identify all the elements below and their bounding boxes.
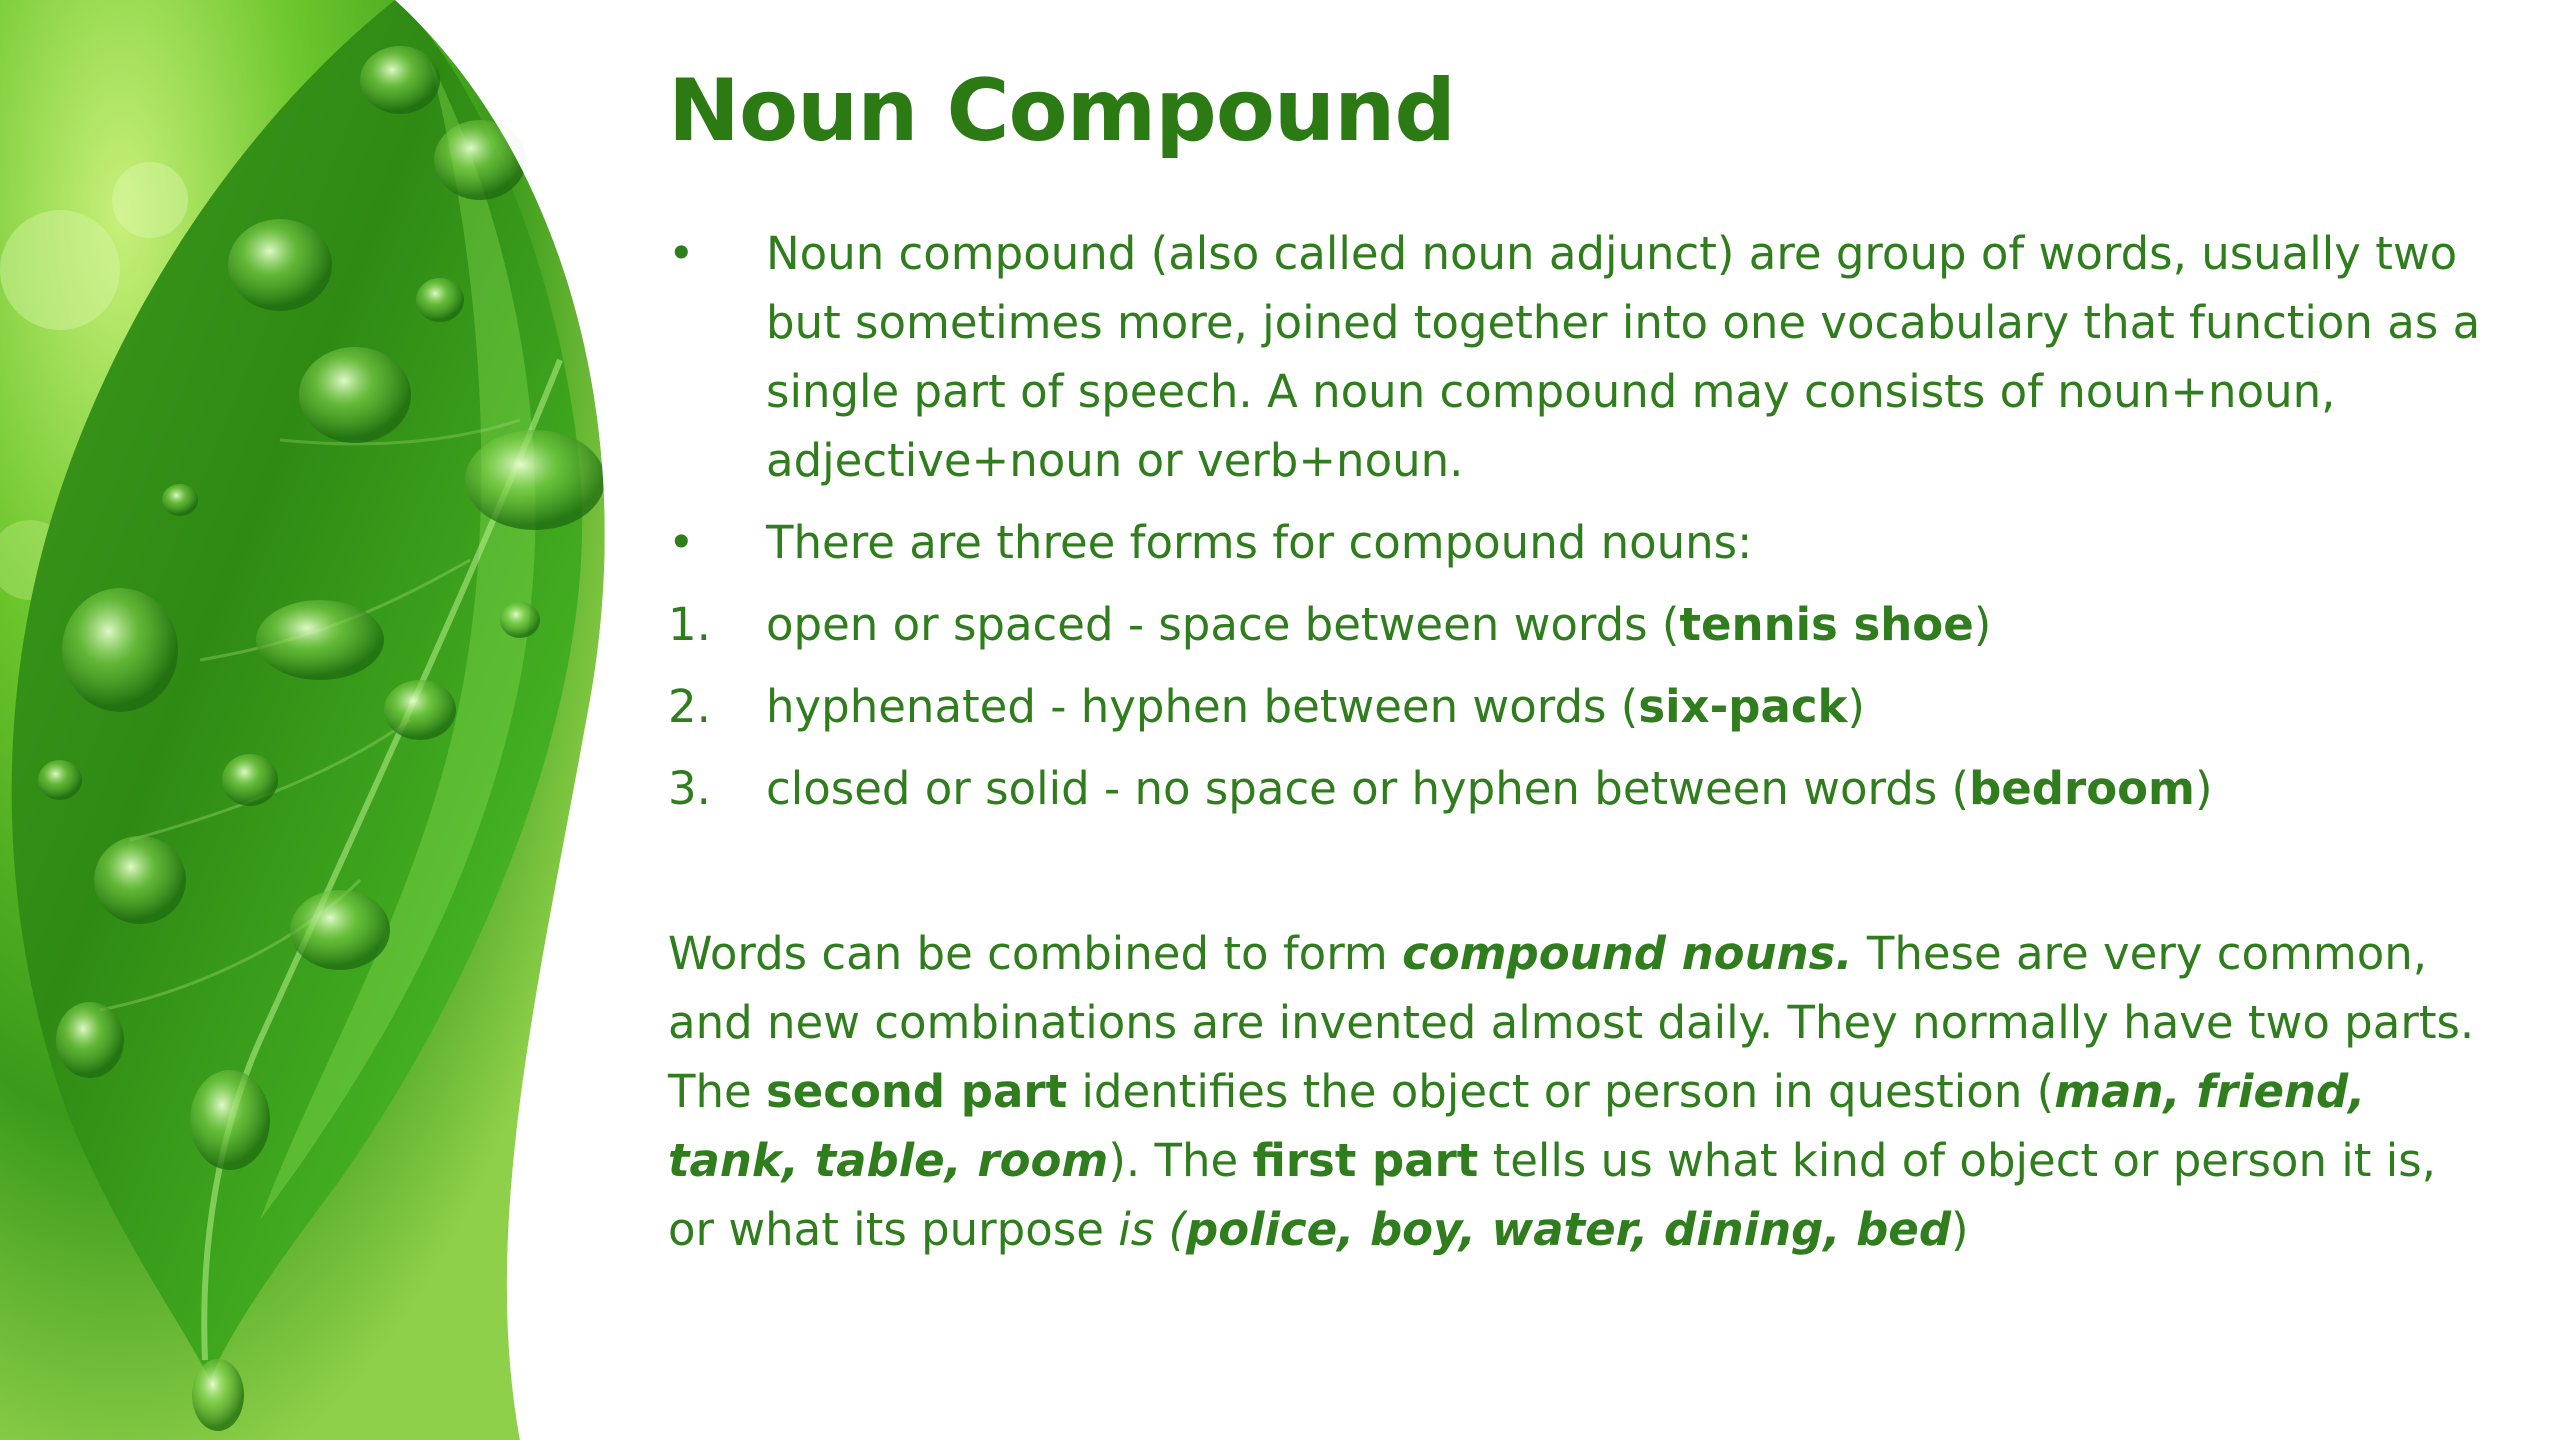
para-text: Words can be combined to form (668, 926, 1403, 980)
para-text: identifies the object or person in question ( (1067, 1064, 2055, 1118)
form-close-paren: ) (1847, 679, 1865, 733)
slide-title: Noun Compound (668, 61, 1455, 161)
form-description: hyphenated - hyphen between words ( (766, 679, 1639, 733)
leaf-background-image (0, 0, 640, 1440)
form-item-open (668, 590, 2488, 659)
para-emphasis-first-part: first part (1252, 1133, 1479, 1187)
form-text (766, 754, 2488, 823)
para-text: tells us what kind of object or person it is, or what its purpose (668, 1133, 2436, 1256)
form-item-hyphenated (668, 672, 2488, 741)
bullet-list (668, 219, 2488, 823)
form-item-closed (668, 754, 2488, 823)
form-text (766, 590, 2488, 659)
form-close-paren: ) (1973, 597, 1992, 651)
form-close-paren: ) (2194, 761, 2213, 815)
para-emphasis-compound-nouns: compound nouns. (1402, 926, 1853, 980)
para-emphasis-second-part: second part (766, 1064, 1068, 1118)
para-examples-second-part: man, friend, tank, table, room (668, 1064, 2366, 1187)
bullet-item (668, 219, 2488, 495)
list-number: 1. (668, 597, 711, 651)
para-examples-first-part: police, boy, water, dining, bed (1186, 1202, 1952, 1256)
form-example: bedroom (1969, 761, 2195, 815)
para-text: These are very common, and new combinations are invented almost daily. They normally have two parts. The (668, 926, 2475, 1118)
bullet-item (668, 508, 2488, 577)
bullet-marker: • (668, 515, 695, 569)
list-number: 2. (668, 679, 711, 733)
list-number: 3. (668, 761, 711, 815)
para-italic-is: is ( (1118, 1202, 1187, 1256)
bullet-text: Noun compound (also called noun adjunct) are group of words, usually two but sometimes more, joined together into one vocabulary that function as a single part of speech. A noun compound may consists of noun+noun, adjective+noun or verb+noun. (766, 226, 2481, 487)
form-text (766, 672, 2488, 741)
para-text: ) (1951, 1202, 1969, 1256)
para-text: ). The (1108, 1133, 1253, 1187)
bullet-marker: • (668, 226, 695, 280)
bullet-text: There are three forms for compound nouns: (766, 515, 1753, 569)
form-description: closed or solid - no space or hyphen between words ( (766, 761, 1970, 815)
form-description: open or spaced - space between words ( (766, 597, 1680, 651)
explanation-paragraph (668, 919, 2488, 1264)
form-example: tennis shoe (1679, 597, 1974, 651)
slide-content (668, 62, 2488, 1309)
form-example: six-pack (1638, 679, 1848, 733)
